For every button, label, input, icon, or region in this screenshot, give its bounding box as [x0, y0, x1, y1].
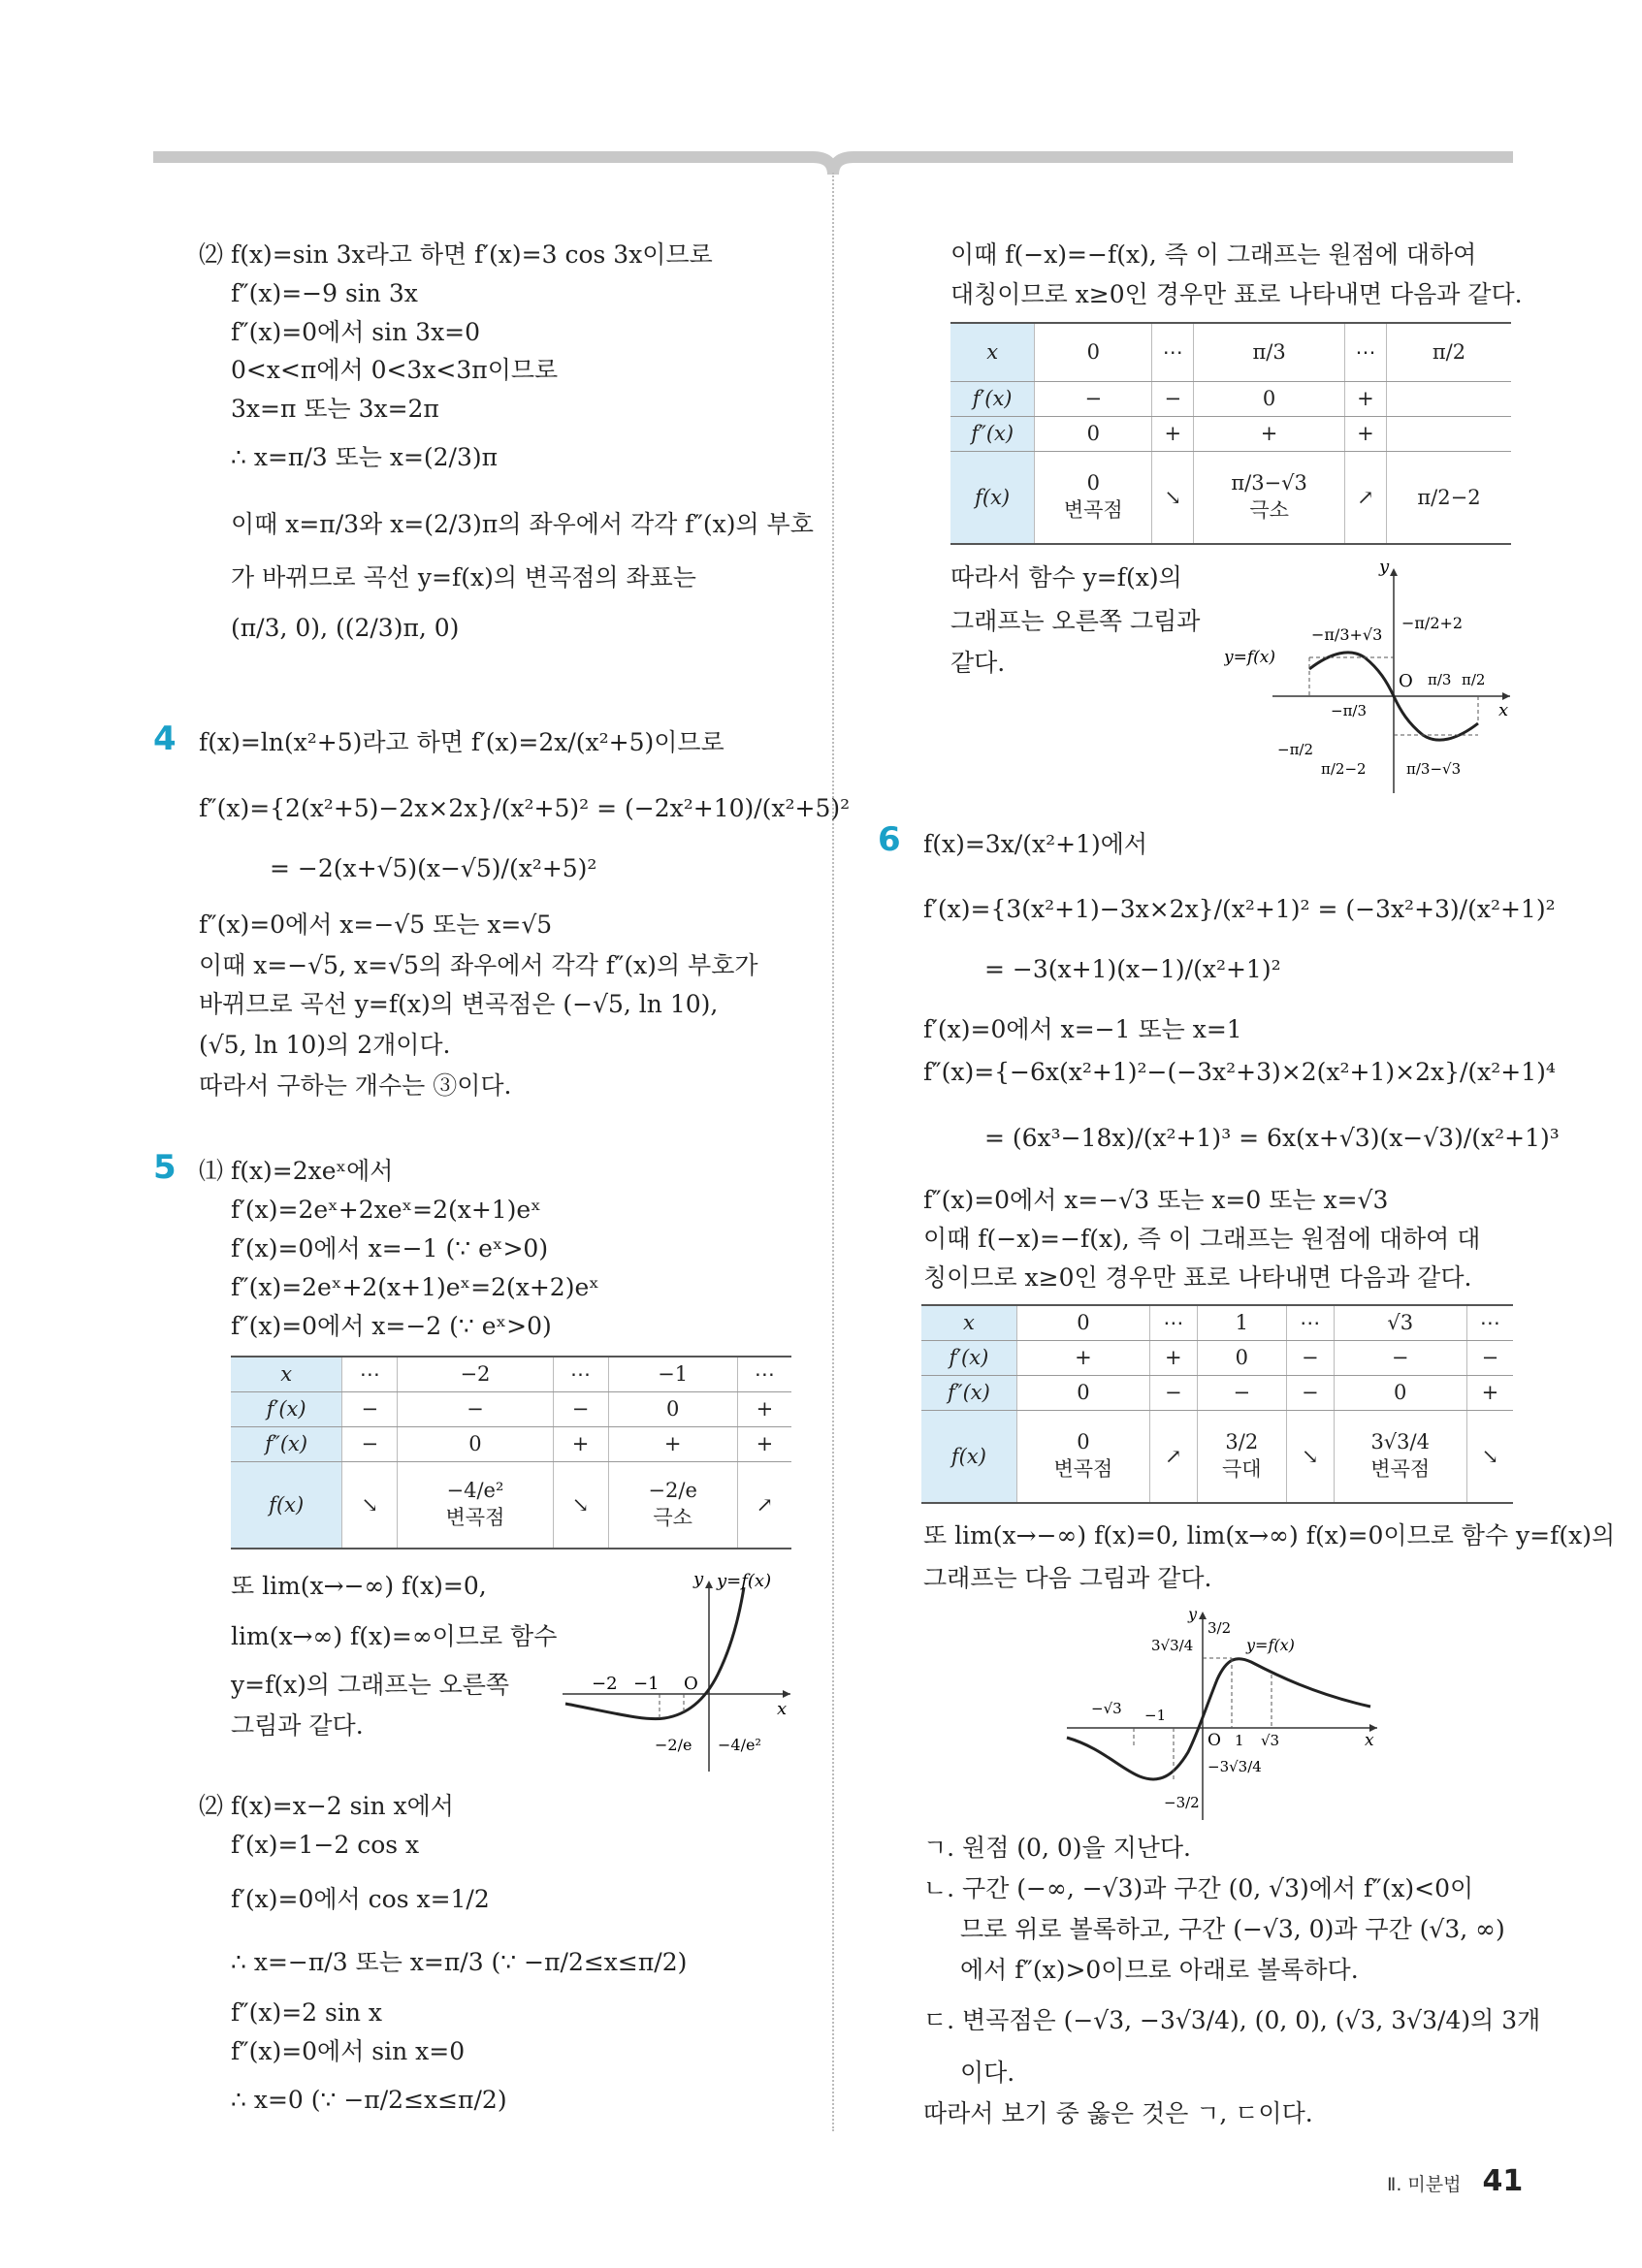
tick-label: −3/2 — [1164, 1794, 1200, 1811]
text-line: 이때 f(−x)=−f(x), 즉 이 그래프는 원점에 대하여 대 — [923, 1225, 1481, 1253]
table-cell: − — [553, 1391, 608, 1426]
text-line: ∴ x=0 (∵ −π/2≤x≤π/2) — [231, 2086, 507, 2114]
text-line: ㄱ. 원점 (0, 0)을 지난다. — [923, 1834, 1191, 1862]
table-row — [921, 1305, 1513, 1340]
axis-label-y: y — [1379, 560, 1390, 577]
text-line: f′(x)=1−2 cos x — [231, 1831, 420, 1859]
text-line: 므로 위로 볼록하고, 구간 (−√3, 0)과 구간 (√3, ∞) — [960, 1915, 1505, 1943]
text-line: f(x)=ln(x²+5)라고 하면 f′(x)=2x/(x²+5)이므로 — [199, 728, 724, 756]
cell-text: 극소 — [653, 1505, 692, 1529]
tick-label: −π/3 — [1331, 702, 1368, 719]
axis-label-x: x — [1365, 1731, 1374, 1750]
table-cell: + — [553, 1426, 608, 1461]
text-line: 대칭이므로 x≥0인 경우만 표로 나타내면 다음과 같다. — [950, 280, 1523, 308]
table-cell: + — [1149, 1340, 1197, 1375]
tick-label: −√3 — [1091, 1700, 1122, 1717]
table-cell: x — [950, 323, 1035, 381]
table-cell: ↗ — [1149, 1410, 1197, 1503]
text-line: 에서 f″(x)>0이므로 아래로 볼록하다. — [960, 1956, 1359, 1984]
cell-text: 변곡점 — [1063, 497, 1123, 522]
table-cell — [1386, 381, 1511, 416]
tick-label: −1 — [1144, 1707, 1167, 1724]
text-line: y=f(x)의 그래프는 오른쪽 — [231, 1671, 510, 1699]
cell-text: 변곡점 — [1053, 1456, 1113, 1481]
table-cell: ⋯ — [737, 1357, 791, 1391]
table-cell: + — [737, 1426, 791, 1461]
text-line: f′(x)=0에서 x=−1 (∵ eˣ>0) — [231, 1234, 549, 1262]
cell-text: −2/e — [648, 1479, 697, 1503]
table-cell: f′(x) — [231, 1391, 342, 1426]
text-line: f″(x)=2eˣ+2(x+1)eˣ=2(x+2)eˣ — [231, 1273, 599, 1301]
page-number: 41 — [1482, 2164, 1524, 2198]
table-cell: f(x) — [231, 1461, 342, 1549]
text-line: f″(x)=0에서 x=−√5 또는 x=√5 — [199, 910, 553, 939]
table-cell: −2 — [398, 1357, 553, 1391]
table-cell — [1035, 451, 1152, 544]
origin-label: O — [684, 1674, 698, 1694]
table-cell: f(x) — [950, 451, 1035, 544]
table-row — [231, 1461, 791, 1549]
tick-label: −2 — [592, 1674, 618, 1694]
table-cell: + — [737, 1391, 791, 1426]
table-row — [921, 1410, 1513, 1503]
origin-label: O — [1399, 671, 1413, 691]
table-cell: π/2−2 — [1386, 451, 1511, 544]
problem-number: 4 — [153, 719, 177, 758]
table-cell — [608, 1461, 737, 1549]
text-line: 3x=π 또는 3x=2π — [231, 395, 439, 423]
text-line: f″(x)=0에서 x=−2 (∵ eˣ>0) — [231, 1312, 552, 1340]
table-cell — [398, 1461, 553, 1549]
text-line: 같다. — [950, 649, 1006, 677]
page-footer — [1387, 2164, 1523, 2198]
curve-y-f-x — [565, 1587, 744, 1719]
y-axis-arrow — [1199, 1612, 1207, 1619]
table-cell: 0 — [1035, 416, 1152, 451]
table-row — [231, 1357, 791, 1391]
table-cell — [1334, 1410, 1466, 1503]
text-line: 0<x<π에서 0<3x<3π이므로 — [231, 356, 559, 384]
table-row — [231, 1426, 791, 1461]
table-cell: 0 — [398, 1426, 553, 1461]
table-row — [921, 1340, 1513, 1375]
text-line: ⑵ f(x)=x−2 sin x에서 — [199, 1792, 454, 1820]
table-cell: x — [231, 1357, 342, 1391]
table-cell: − — [1286, 1375, 1334, 1410]
text-line: = −2(x+√5)(x−√5)/(x²+5)² — [270, 854, 597, 882]
cell-text: 3/2 — [1225, 1430, 1259, 1454]
table-cell: 0 — [1035, 323, 1152, 381]
table-cell: − — [1466, 1340, 1513, 1375]
y-axis-arrow — [705, 1581, 713, 1588]
text-line: 따라서 함수 y=f(x)의 — [950, 563, 1182, 591]
text-line: 이때 f(−x)=−f(x), 즉 이 그래프는 원점에 대하여 — [950, 240, 1477, 269]
tick-label: 3/2 — [1207, 1619, 1232, 1637]
text-line: (√5, ln 10)의 2개이다. — [199, 1031, 451, 1059]
y-axis-arrow — [1390, 568, 1398, 576]
text-line: ⑵ f(x)=sin 3x라고 하면 f′(x)=3 cos 3x이므로 — [199, 240, 713, 269]
table-cell: + — [1344, 381, 1386, 416]
tick-label: −π/2 — [1277, 741, 1314, 758]
table-cell: π/2 — [1386, 323, 1511, 381]
section-label: Ⅱ. 미분법 — [1387, 2174, 1462, 2195]
table-cell: − — [1152, 381, 1194, 416]
text-line: ⑴ f(x)=2xeˣ에서 — [199, 1157, 394, 1185]
table-cell: 0 — [1194, 381, 1345, 416]
cell-text: 극소 — [1249, 497, 1289, 522]
axis-label-x: x — [1498, 700, 1509, 720]
axis-label-y: y — [693, 1573, 704, 1589]
tick-label: 1 — [1235, 1732, 1244, 1749]
table-cell: ↘ — [553, 1461, 608, 1549]
text-line: 그래프는 오른쪽 그림과 — [950, 607, 1201, 635]
table-cell: ↘ — [1286, 1410, 1334, 1503]
cell-text: 변곡점 — [1370, 1456, 1431, 1481]
table-cell: ⋯ — [1149, 1305, 1197, 1340]
table-cell: − — [1035, 381, 1152, 416]
table-cell — [1016, 1410, 1149, 1503]
table-cell: −1 — [608, 1357, 737, 1391]
text-line: f″(x)=0에서 x=−√3 또는 x=0 또는 x=√3 — [923, 1186, 1389, 1214]
table-cell: − — [342, 1426, 398, 1461]
text-line: 그림과 같다. — [231, 1711, 364, 1740]
text-line: f(x)=3x/(x²+1)에서 — [923, 830, 1148, 858]
table-cell: f″(x) — [231, 1426, 342, 1461]
text-line: lim(x→∞) f(x)=∞이므로 함수 — [231, 1622, 558, 1650]
variation-table-5 — [231, 1356, 791, 1549]
table-cell: ⋯ — [342, 1357, 398, 1391]
table-row — [950, 381, 1511, 416]
graph-label: y=f(x) — [1246, 1636, 1295, 1654]
text-line: ∴ x=−π/3 또는 x=π/3 (∵ −π/2≤x≤π/2) — [231, 1948, 688, 1976]
table-cell: ⋯ — [1466, 1305, 1513, 1340]
text-line: f′(x)=0에서 x=−1 또는 x=1 — [923, 1015, 1242, 1043]
table-cell: ⋯ — [553, 1357, 608, 1391]
text-line: 또 lim(x→−∞) f(x)=0, lim(x→∞) f(x)=0이므로 함수 y=f(x)의 — [923, 1521, 1616, 1549]
tick-label: −2/e — [655, 1736, 692, 1754]
x-axis-arrow — [1502, 692, 1510, 700]
table-cell: √3 — [1334, 1305, 1466, 1340]
table-cell: ↘ — [1466, 1410, 1513, 1503]
table-cell: ⋯ — [1286, 1305, 1334, 1340]
graph-label: y=f(x) — [1224, 648, 1275, 667]
tick-label: √3 — [1261, 1732, 1280, 1749]
table-cell: f″(x) — [921, 1375, 1016, 1410]
text-line: 칭이므로 x≥0인 경우만 표로 나타내면 다음과 같다. — [923, 1263, 1472, 1292]
table-cell: x — [921, 1305, 1016, 1340]
table-cell: ↘ — [342, 1461, 398, 1549]
text-line: f″(x)=0에서 sin 3x=0 — [231, 318, 481, 346]
graph-label: y=f(x) — [717, 1573, 772, 1591]
variation-table-6 — [921, 1304, 1513, 1504]
cell-text: 변곡점 — [445, 1505, 505, 1529]
text-line: f″(x)={2(x²+5)−2x×2x}/(x²+5)² = (−2x²+10)/(x²+5)² — [199, 794, 851, 822]
table-row — [231, 1391, 791, 1426]
table-row — [950, 416, 1511, 451]
tick-label: π/3 — [1428, 671, 1452, 688]
text-line: f′(x)=0에서 cos x=1/2 — [231, 1885, 490, 1913]
table-cell: f′(x) — [921, 1340, 1016, 1375]
table-cell: 0 — [608, 1391, 737, 1426]
table-cell: ⋯ — [1152, 323, 1194, 381]
graph-6 — [1062, 1602, 1382, 1825]
text-line: f″(x)={−6x(x²+1)²−(−3x²+3)×2(x²+1)×2x}/(x²+1)⁴ — [923, 1058, 1556, 1086]
text-line: 그래프는 다음 그림과 같다. — [923, 1564, 1212, 1592]
cell-text: −4/e² — [446, 1479, 504, 1503]
table-cell: + — [608, 1426, 737, 1461]
table-cell: f′(x) — [950, 381, 1035, 416]
tick-label: π/2−2 — [1321, 760, 1367, 778]
tick-label: 3√3/4 — [1151, 1637, 1194, 1654]
table-cell: + — [1344, 416, 1386, 451]
tick-label: −π/3+√3 — [1311, 625, 1383, 644]
axis-label-y: y — [1188, 1605, 1198, 1623]
table-cell: + — [1016, 1340, 1149, 1375]
table-cell — [1386, 416, 1511, 451]
column-divider — [832, 173, 834, 2131]
table-cell: π/3 — [1194, 323, 1345, 381]
tick-label: −1 — [633, 1674, 660, 1694]
graph-5 — [558, 1573, 795, 1776]
table-cell: ↘ — [1152, 451, 1194, 544]
problem-number: 5 — [153, 1148, 177, 1187]
table-cell: f″(x) — [950, 416, 1035, 451]
text-line: 따라서 구하는 개수는 ③이다. — [199, 1071, 512, 1100]
table-cell: − — [1334, 1340, 1466, 1375]
text-line: 바뀌므로 곡선 y=f(x)의 변곡점은 (−√5, ln 10), — [199, 990, 719, 1018]
tick-label: −4/e² — [718, 1736, 761, 1754]
table-cell: − — [1149, 1375, 1197, 1410]
text-line: f″(x)=2 sin x — [231, 1998, 382, 2027]
tick-label: π/2 — [1462, 671, 1486, 688]
graph-r — [1224, 560, 1515, 798]
text-line: f′(x)={3(x²+1)−3x×2x}/(x²+1)² = (−3x²+3)/(x²+1)² — [923, 895, 1556, 923]
tick-label: −3√3/4 — [1207, 1758, 1262, 1775]
cell-text: π/3−√3 — [1231, 471, 1307, 495]
text-line: 따라서 보기 중 옳은 것은 ㄱ, ㄷ이다. — [923, 2099, 1313, 2127]
table-cell: ↗ — [1344, 451, 1386, 544]
variation-table-r1 — [950, 322, 1511, 545]
text-line: 이때 x=−√5, x=√5의 좌우에서 각각 f″(x)의 부호가 — [199, 951, 758, 979]
cell-text: 0 — [1086, 471, 1100, 495]
table-cell — [1197, 1410, 1286, 1503]
text-line: 이다. — [960, 2059, 1015, 2087]
text-line: f″(x)=0에서 sin x=0 — [231, 2037, 466, 2065]
table-cell — [1194, 451, 1345, 544]
table-row — [921, 1375, 1513, 1410]
table-cell: f(x) — [921, 1410, 1016, 1503]
text-line: (π/3, 0), ((2/3)π, 0) — [231, 614, 460, 642]
x-axis-arrow — [783, 1690, 790, 1698]
table-cell: 1 — [1197, 1305, 1286, 1340]
text-line: 이때 x=π/3와 x=(2/3)π의 좌우에서 각각 f″(x)의 부호 — [231, 510, 814, 538]
table-cell: 0 — [1334, 1375, 1466, 1410]
cell-text: 0 — [1077, 1430, 1090, 1454]
table-cell: − — [1286, 1340, 1334, 1375]
table-cell: − — [398, 1391, 553, 1426]
table-cell: ↗ — [737, 1461, 791, 1549]
table-cell: 0 — [1016, 1305, 1149, 1340]
table-cell: 0 — [1016, 1375, 1149, 1410]
table-cell: ⋯ — [1344, 323, 1386, 381]
table-cell: − — [1197, 1375, 1286, 1410]
text-line: ㄴ. 구간 (−∞, −√3)과 구간 (0, √3)에서 f″(x)<0이 — [923, 1874, 1474, 1902]
table-row — [950, 323, 1511, 381]
origin-label: O — [1207, 1731, 1221, 1750]
table-cell: + — [1466, 1375, 1513, 1410]
cell-text: 3√3/4 — [1370, 1430, 1430, 1454]
text-line: ∴ x=π/3 또는 x=(2/3)π — [231, 443, 499, 471]
axis-label-x: x — [777, 1699, 788, 1719]
text-line: f′(x)=2eˣ+2xeˣ=2(x+1)eˣ — [231, 1196, 541, 1224]
table-cell: 0 — [1197, 1340, 1286, 1375]
table-cell: + — [1194, 416, 1345, 451]
text-line: = (6x³−18x)/(x²+1)³ = 6x(x+√3)(x−√3)/(x²+1)³ — [984, 1124, 1560, 1152]
text-line: 또 lim(x→−∞) f(x)=0, — [231, 1572, 487, 1600]
text-line: ㄷ. 변곡점은 (−√3, −3√3/4), (0, 0), (√3, 3√3/4)의 3개 — [923, 2006, 1541, 2034]
text-line: = −3(x+1)(x−1)/(x²+1)² — [984, 955, 1281, 983]
problem-number: 6 — [878, 820, 901, 859]
cell-text: 극대 — [1222, 1456, 1262, 1481]
tick-label: −π/2+2 — [1401, 614, 1464, 632]
text-line: f″(x)=−9 sin 3x — [231, 279, 418, 307]
table-cell: − — [342, 1391, 398, 1426]
table-cell: + — [1152, 416, 1194, 451]
table-row — [950, 451, 1511, 544]
text-line: 가 바뀌므로 곡선 y=f(x)의 변곡점의 좌표는 — [231, 563, 696, 591]
tick-label: π/3−√3 — [1406, 760, 1462, 778]
